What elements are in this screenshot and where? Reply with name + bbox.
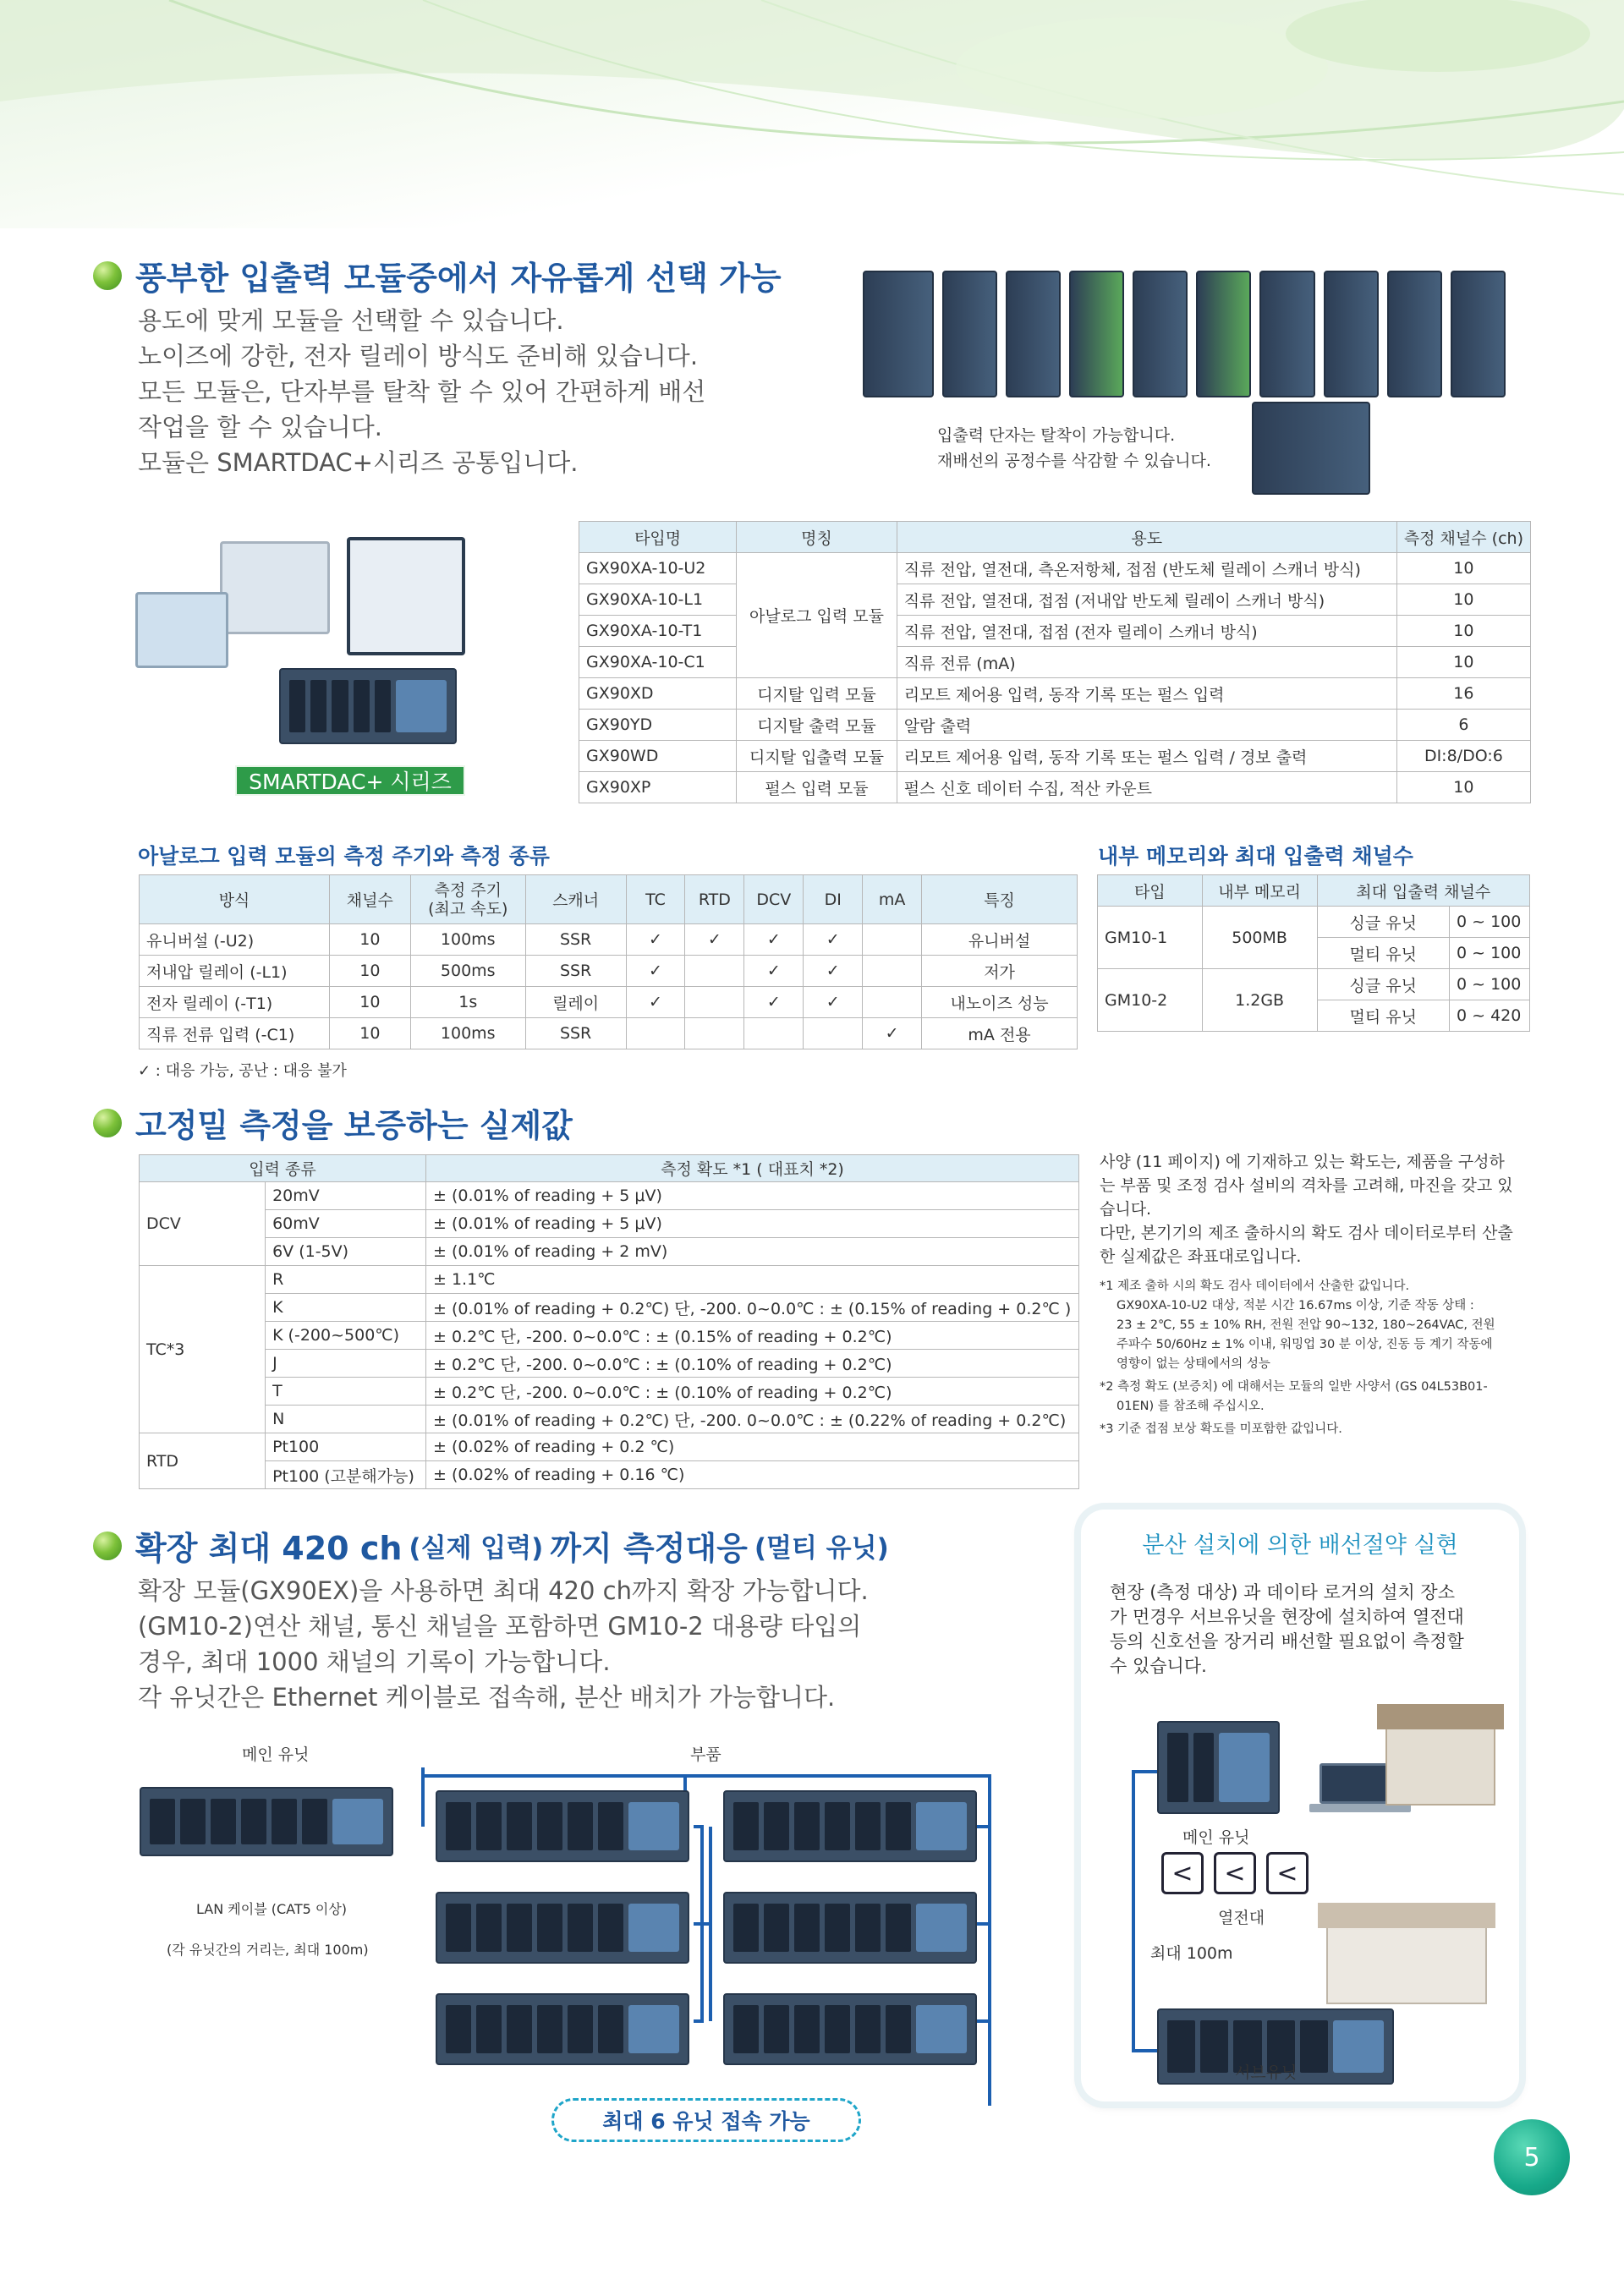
table-row: GX90XP 펄스 입력 모듈 펄스 신호 데이터 수집, 적산 카운트 10	[579, 772, 1531, 803]
table-row: 6V (1-5V) ± (0.01% of reading + 2 mV)	[140, 1238, 1079, 1266]
table-row: 직류 전류 입력 (-C1) 10 100ms SSR ✓ mA 전용	[140, 1018, 1078, 1049]
table-row: N ± (0.01% of reading + 0.2℃) 단, -200. 0~0.0℃ : ± (0.22% of reading + 0.2℃)	[140, 1406, 1079, 1433]
memory-table	[1097, 874, 1530, 1032]
module-photo	[1259, 271, 1314, 397]
factory-icon	[1318, 1903, 1495, 2004]
thermocouple-icon: <	[1214, 1852, 1256, 1894]
leaf-pattern-icon	[0, 0, 1624, 228]
thermocouple-icons	[1161, 1852, 1309, 1894]
table-row: GX90YD 디지탈 출력 모듈 알람 출력 6	[579, 710, 1531, 741]
callout-sub-unit-label: 서브유닛	[1235, 2063, 1298, 2082]
table-header-row: 타입 내부 메모리 최대 입출력 채널수	[1098, 875, 1530, 907]
section1-title: 풍부한 입출력 모듈중에서 자유롭게 선택 가능	[93, 252, 782, 299]
table-row: GX90XD 디지탈 입력 모듈 리모트 제어용 입력, 동작 기록 또는 펄스 입력 16	[579, 678, 1531, 710]
thermocouple-icon: <	[1266, 1852, 1309, 1894]
table-header-row: 입력 종류 측정 확도 *1 ( 대표치 *2)	[140, 1155, 1079, 1182]
max-distance-label: 최대 100m	[1150, 1944, 1233, 1963]
page-number: 5	[1494, 2119, 1570, 2195]
terminal-block-photo	[1252, 402, 1370, 495]
main-unit-label: 메인 유닛	[242, 1745, 310, 1764]
accuracy-notes: *1 제조 출하 시의 확도 검사 데이터에서 산출한 값입니다. GX90XA-10-U2 대상, 적분 시간 16.67ms 이상, 기준 작동 상태 : 23 ± 2℃, 55 ± 10% RH, 전원 전압 90~132, 180~264VAC, 전원 주파수 50/60Hz ± 1% 이내, 워밍업 30 분 이상, 진동 등 계기 작동에 영향이 없는 상태에서의 성능 *2 측정 확도 (보증치) 에 대해서는 모듈의 일반 사양서 (GS 04L53B01- 01EN) 를 참조해 주십시오. *3 기준 접점 보상 확도를 미포함한 값입니다.	[1100, 1280, 1495, 1436]
table-row: Pt100 (고분해가능) ± (0.02% of reading + 0.16 ℃)	[140, 1461, 1079, 1489]
smartdac-photo	[135, 524, 465, 744]
lan-cable-label: LAN 케이블 (CAT5 이상)	[196, 1901, 348, 1917]
table-row: 유니버설 (-U2) 10 100ms SSR ✓ ✓ ✓ ✓ 유니버설	[140, 924, 1078, 956]
callout-box	[1081, 1510, 1519, 2101]
section2-title: 고정밀 측정을 보증하는 실제값	[93, 1099, 573, 1146]
accuracy-side-text: 사양 (11 페이지) 에 기재하고 있는 확도는, 제품을 구성하 는 부품 및 조정 검사 설비의 격차를 고려해, 마진을 갖고 있 습니다. 다만, 본기기의 제조 출하시의 확도 검사 데이터로부터 산출 한 실제값은 좌표대로입니다.	[1100, 1153, 1513, 1266]
building-icon	[1377, 1696, 1504, 1806]
bullet-ball-icon	[93, 1532, 122, 1560]
bullet-ball-icon	[93, 261, 122, 290]
section1-body: 용도에 맞게 모듈을 선택할 수 있습니다. 노이즈에 강한, 전자 릴레이 방식도 준비해 있습니다. 모든 모듈은, 단자부를 탈착 할 수 있어 간편하게 배선 작업을 할 수 있습니다. 모듈은 SMARTDAC+시리즈 공통입니다.	[138, 306, 706, 477]
sub-unit-rack	[723, 1790, 977, 1862]
module-photo	[1069, 271, 1124, 397]
max-units-badge: 최대 6 유닛 접속 가능	[551, 2098, 861, 2142]
table-row: GX90XA-10-L1 직류 전압, 열전대, 접점 (저내압 반도체 릴레이 스캐너 방식) 10	[579, 584, 1531, 616]
table-row: GX90WD 디지탈 입출력 모듈 리모트 제어용 입력, 동작 기록 또는 펄스 입력 / 경보 출력 DI:8/DO:6	[579, 741, 1531, 772]
callout-text: 현장 (측정 대상) 과 데이타 로거의 설치 장소 가 먼경우 서브유닛을 현장에 설치하여 열전대 등의 신호선을 장거리 배선할 필요없이 측정할 수 있습니다.	[1110, 1582, 1464, 1676]
table-row: 전자 릴레이 (-T1) 10 1s 릴레이 ✓ ✓ ✓ 내노이즈 성능	[140, 987, 1078, 1018]
table-row: 60mV ± (0.01% of reading + 5 μV)	[140, 1210, 1079, 1238]
module-photo	[1387, 271, 1442, 397]
sub-unit-rack	[723, 1993, 977, 2065]
module-photo	[1133, 271, 1188, 397]
table-row: J ± 0.2℃ 단, -200. 0~0.0℃ : ± (0.10% of reading + 0.2℃)	[140, 1350, 1079, 1378]
module-photo	[1451, 271, 1506, 397]
table-row: GX90XA-10-C1 직류 전류 (mA) 10	[579, 647, 1531, 678]
callout-main-unit-label: 메인 유닛	[1182, 1828, 1250, 1847]
header-decoration	[0, 0, 1624, 228]
module-photo	[1006, 271, 1061, 397]
main-unit-rack	[140, 1787, 393, 1856]
table-row: RTD Pt100 ± (0.02% of reading + 0.2 ℃)	[140, 1433, 1079, 1461]
analog-table-title: 아날로그 입력 모듈의 측정 주기와 측정 종류	[138, 844, 550, 869]
memory-table-title: 내부 메모리와 최대 입출력 채널수	[1098, 844, 1413, 869]
section3-body: 확장 모듈(GX90EX)을 사용하면 최대 420 ch까지 확장 가능합니다. (GM10-2)연산 채널, 통신 채널을 포함하면 GM10-2 대용량 타입의 경우, 최대 1000 채널의 기록이 가능합니다. 각 유닛간은 Ethernet 케이블로 접속해, 분산 배치가 가능합니다.	[138, 1576, 869, 1712]
sub-unit-rack	[436, 1993, 689, 2065]
sub-unit-rack	[436, 1790, 689, 1862]
analog-table	[139, 874, 1078, 1049]
module-table	[579, 521, 1531, 803]
thermocouple-label: 열전대	[1218, 1909, 1265, 1927]
table-row: 저내압 릴레이 (-L1) 10 500ms SSR ✓ ✓ ✓ 저가	[140, 956, 1078, 987]
analog-table-note: ✓ : 대응 가능, 공난 : 대응 불가	[138, 1062, 347, 1080]
table-row: TC*3 R ± 1.1℃	[140, 1266, 1079, 1294]
table-row: DCV 20mV ± (0.01% of reading + 5 μV)	[140, 1182, 1079, 1210]
series-label: SMARTDAC+ 시리즈	[235, 765, 465, 796]
distance-label: (각 유닛간의 거리는, 최대 100m)	[167, 1942, 369, 1958]
table-row: GX90XA-10-U2 아날로그 입력 모듈 직류 전압, 열전대, 측온저항체, 접점 (반도체 릴레이 스캐너 방식) 10	[579, 553, 1531, 584]
table-row: 멀티 유닛 0 ~ 100	[1098, 938, 1530, 969]
table-row: GX90XA-10-T1 직류 전압, 열전대, 접점 (전자 릴레이 스캐너 방식) 10	[579, 616, 1531, 647]
section3-title: 확장 최대 420 ch (실제 입력) 까지 측정대응 (멀티 유닛)	[93, 1522, 889, 1569]
sub-unit-label: 부품	[690, 1745, 721, 1764]
table-row: K (-200~500℃) ± 0.2℃ 단, -200. 0~0.0℃ : ± (0.15% of reading + 0.2℃)	[140, 1322, 1079, 1350]
table-row: K ± (0.01% of reading + 0.2℃) 단, -200. 0~0.0℃ : ± (0.15% of reading + 0.2℃ )	[140, 1294, 1079, 1322]
thermocouple-icon: <	[1161, 1852, 1204, 1894]
module-photo	[863, 271, 934, 397]
table-row: GM10-2 1.2GB 싱글 유닛 0 ~ 100	[1098, 969, 1530, 1000]
table-header-row: 타입명 명칭 용도 측정 채널수 (ch)	[579, 522, 1531, 553]
table-header-row: 방식 채널수 측정 주기 (최고 속도) 스캐너 TC RTD DCV DI mA 특징	[140, 875, 1078, 924]
callout-title: 분산 설치에 의한 배선절약 실현	[1142, 1532, 1458, 1559]
bullet-ball-icon	[93, 1109, 122, 1137]
accuracy-table	[139, 1154, 1079, 1489]
module-photo	[1196, 271, 1251, 397]
module-photo	[1324, 271, 1379, 397]
module-photos	[863, 271, 1506, 397]
sub-unit-rack	[436, 1892, 689, 1964]
sub-unit-rack	[723, 1892, 977, 1964]
table-row: GM10-1 500MB 싱글 유닛 0 ~ 100	[1098, 907, 1530, 938]
table-row: 멀티 유닛 0 ~ 420	[1098, 1000, 1530, 1032]
callout-main-unit	[1157, 1721, 1280, 1814]
module-caption: 입출력 단자는 탈착이 가능합니다. 재배선의 공정수를 삭감할 수 있습니다.	[937, 426, 1211, 470]
module-photo	[942, 271, 997, 397]
table-row: T ± 0.2℃ 단, -200. 0~0.0℃ : ± (0.10% of reading + 0.2℃)	[140, 1378, 1079, 1406]
